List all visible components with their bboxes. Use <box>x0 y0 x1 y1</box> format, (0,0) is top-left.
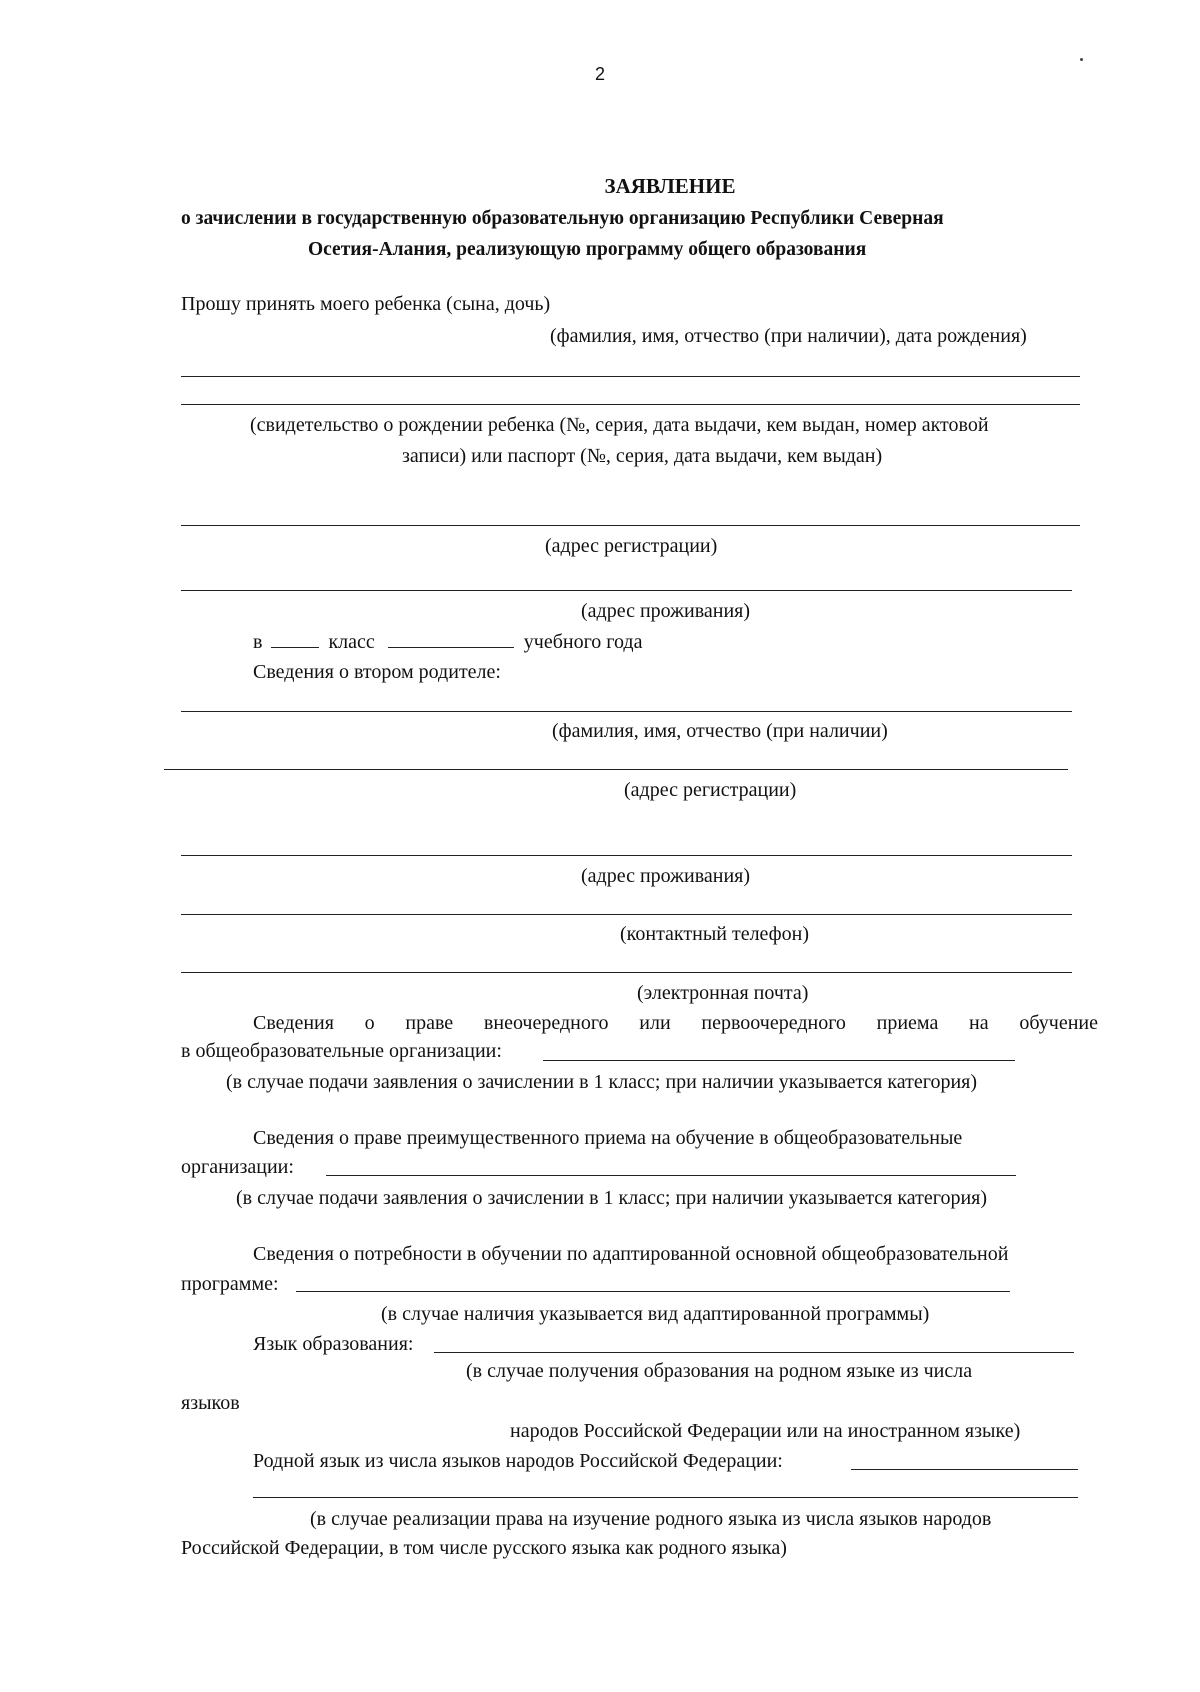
hint-parent-name: (фамилия, имя, отчество (при наличии) <box>552 720 888 742</box>
hint-email: (электронная почта) <box>637 982 809 1004</box>
parent-live-line[interactable] <box>181 855 1072 856</box>
hint-document-line-2: записи) или паспорт (№, серия, дата выдачи, кем выдан) <box>402 445 883 467</box>
language-field[interactable] <box>434 1352 1074 1353</box>
email-line[interactable] <box>181 972 1072 973</box>
priority-line-2-label: в общеобразовательные организации: <box>181 1040 502 1062</box>
grade-line <box>253 632 642 652</box>
priority-field[interactable] <box>543 1060 1015 1061</box>
grade-prefix: в <box>253 631 263 653</box>
language-hint-line-1: (в случае получения образования на родном языке из числа <box>466 1360 973 1382</box>
phone-line[interactable] <box>181 914 1072 915</box>
document-title: ЗАЯВЛЕНИЕ <box>604 174 736 198</box>
language-label: Язык образования: <box>253 1333 414 1355</box>
adapted-line-2-label: программе: <box>181 1273 279 1295</box>
grade-suffix: учебного года <box>523 631 643 653</box>
second-parent-label: Сведения о втором родителе: <box>253 661 501 683</box>
parent-name-line[interactable] <box>181 711 1072 712</box>
school-year-field[interactable] <box>388 633 514 648</box>
hint-document-line-1: (свидетельство о рождении ребенка (№, серия, дата выдачи, кем выдан, номер актовой <box>250 414 989 436</box>
preferential-field[interactable] <box>326 1175 1016 1176</box>
hint-parent-reg: (адрес регистрации) <box>624 779 797 801</box>
preferential-line-1: Сведения о праве преимущественного приема на обучение в общеобразовательные <box>253 1127 963 1149</box>
preferential-hint: (в случае подачи заявления о зачислении в 1 класс; при наличии указывается категория) <box>236 1187 988 1209</box>
preferential-line-2-label: организации: <box>181 1156 294 1178</box>
priority-hint: (в случае подачи заявления о зачислении в 1 класс; при наличии указывается категория) <box>226 1071 978 1093</box>
grade-word: класс <box>328 631 375 653</box>
hint-child-name: (фамилия, имя, отчество (при наличии), дата рождения) <box>550 325 1027 347</box>
hint-phone: (контактный телефон) <box>620 923 810 945</box>
native-language-field-extra[interactable] <box>253 1497 1078 1498</box>
child-reg-address-line[interactable] <box>181 525 1080 526</box>
native-language-field[interactable] <box>851 1469 1078 1470</box>
child-name-line[interactable] <box>181 376 1080 377</box>
adapted-hint: (в случае наличия указывается вид адаптированной программы) <box>381 1303 930 1325</box>
child-live-address-line[interactable] <box>181 590 1072 591</box>
subtitle-line-2: Осетия-Алания, реализующую программу общего образования <box>308 239 867 260</box>
request-text: Прошу принять моего ребенка (сына, дочь) <box>181 293 551 315</box>
subtitle-line-1: о зачислении в государственную образовательную организацию Республики Северная <box>181 208 944 229</box>
native-hint-line-2: Российской Федерации, в том числе русского языка как родного языка) <box>181 1537 787 1559</box>
page-number: 2 <box>594 64 605 84</box>
priority-line-1: Сведения о праве внеочередного или первоочередного приема на обучение <box>253 1012 1098 1034</box>
scan-speck <box>1080 58 1083 61</box>
hint-reg-address: (адрес регистрации) <box>545 535 718 557</box>
grade-number-field[interactable] <box>271 633 319 648</box>
native-language-label: Родной язык из числа языков народов Российской Федерации: <box>253 1450 783 1472</box>
language-hint-line-2: языков <box>181 1392 240 1414</box>
adapted-line-1: Сведения о потребности в обучении по адаптированной основной общеобразовательной <box>253 1243 1009 1265</box>
child-document-line[interactable] <box>181 404 1080 405</box>
parent-reg-line[interactable] <box>164 769 1068 770</box>
hint-parent-live: (адрес проживания) <box>581 865 751 887</box>
native-hint-line-1: (в случае реализации права на изучение родного языка из числа языков народов <box>310 1508 992 1530</box>
hint-live-address: (адрес проживания) <box>581 600 751 622</box>
adapted-field[interactable] <box>296 1291 1010 1292</box>
language-hint-line-3: народов Российской Федерации или на иностранном языке) <box>510 1420 1021 1442</box>
